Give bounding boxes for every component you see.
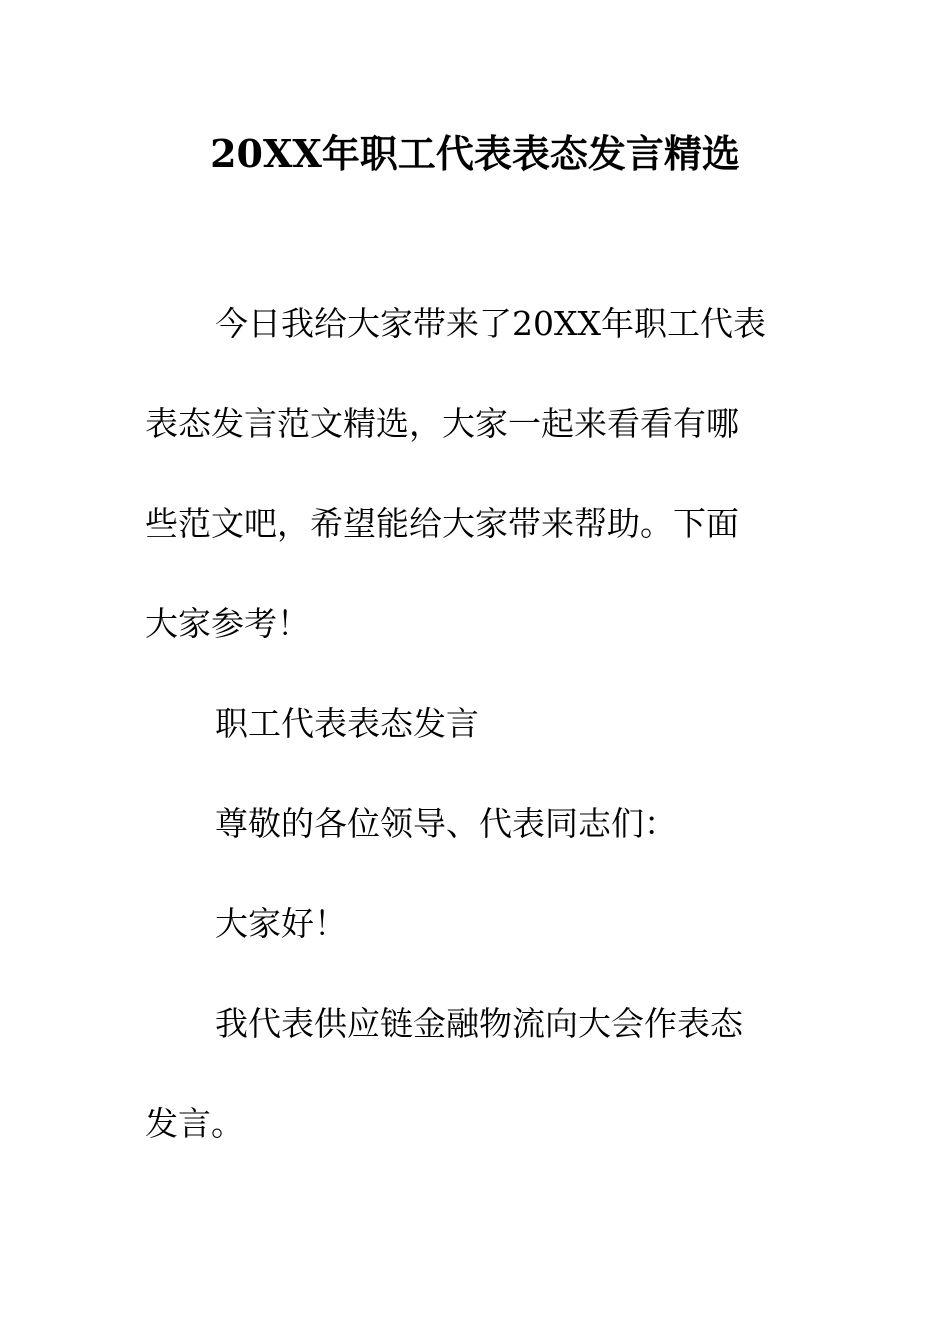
paragraph-line: 发言。 — [145, 1104, 244, 1143]
section-heading-paragraph — [145, 674, 805, 774]
salutation-paragraph — [145, 774, 805, 874]
paragraph-line: 我代表供应链金融物流向大会作表态 — [215, 1004, 743, 1043]
intro-paragraph — [145, 274, 805, 674]
salutation: 尊敬的各位领导、代表同志们： — [215, 804, 677, 843]
document-title: 20XX年职工代表表态发言精选 — [210, 131, 740, 176]
statement-paragraph — [145, 974, 805, 1174]
greeting-paragraph — [145, 874, 805, 974]
section-heading: 职工代表表态发言 — [215, 704, 479, 743]
paragraph-line: 大家参考！ — [145, 604, 310, 643]
paragraph-line: 今日我给大家带来了20XX年职工代表 — [215, 304, 766, 343]
paragraph-line: 表态发言范文精选，大家一起来看看有哪 — [145, 404, 739, 443]
greeting: 大家好！ — [215, 904, 347, 943]
paragraph-line: 些范文吧，希望能给大家带来帮助。下面 — [145, 504, 739, 543]
